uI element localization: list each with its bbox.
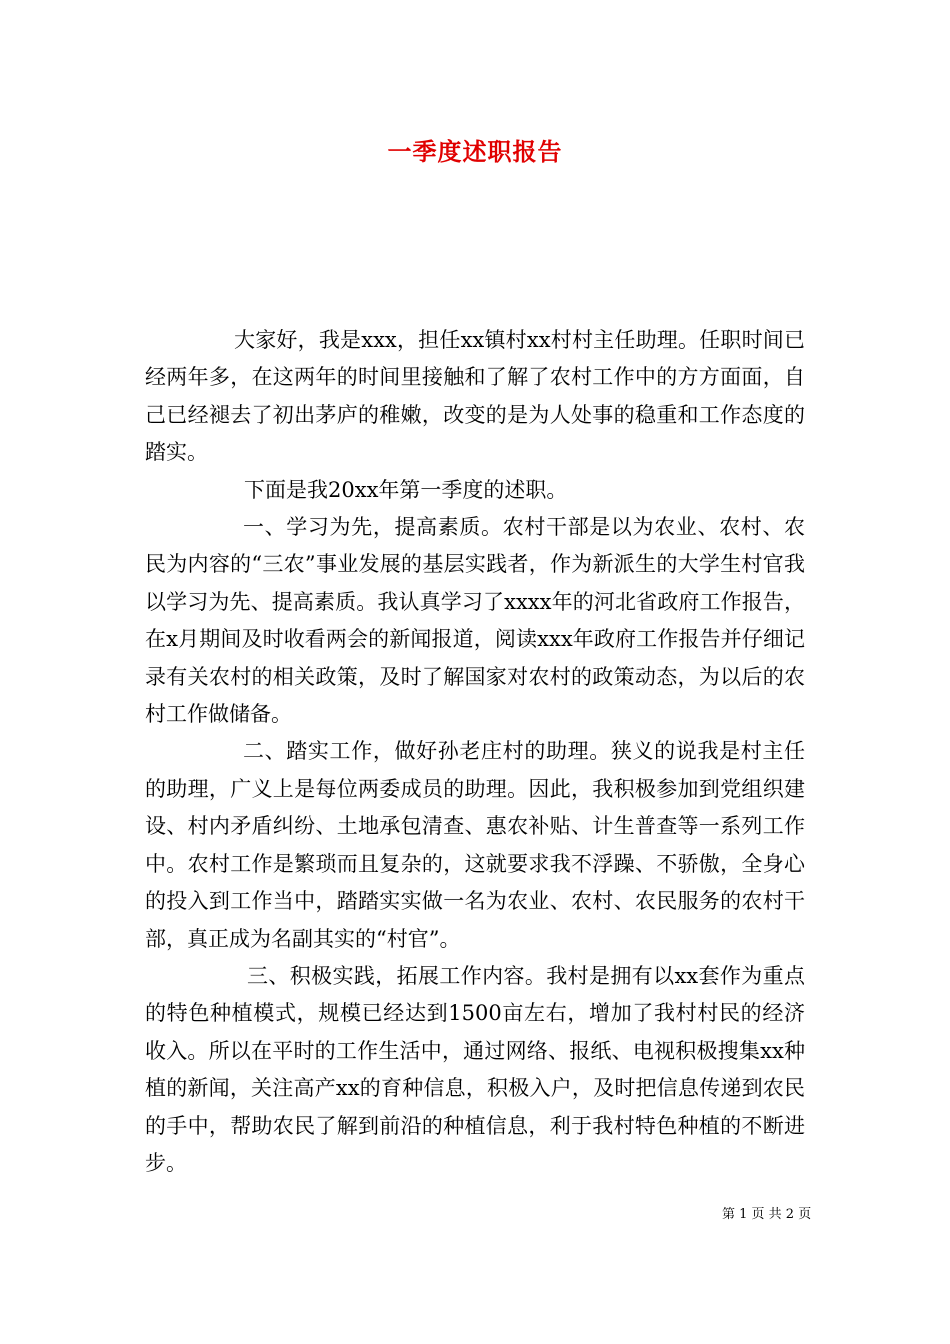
paragraph-section-3: 三、积极实践，拓展工作内容。我村是拥有以xx套作为重点的特色种植模式，规模已经达到1500亩左右，增加了我村村民的经济收入。所以在平时的工作生活中，通过网络、报纸、电视积极搜集xx种植的新闻，关注高产xx的育种信息，积极入户，及时把信息传递到农民的手中，帮助农民了解到前沿的种植信息，利于我村特色种植的不断进步。	[145, 963, 805, 1175]
paragraph-section-2: 二、踏实工作，做好孙老庄村的助理。狭义的说我是村主任的助理，广义上是每位两委成员的助理。因此，我积极参加到党组织建设、村内矛盾纠纷、土地承包清查、惠农补贴、计生普查等一系列工作中。农村工作是繁琐而且复杂的，这就要求我不浮躁、不骄傲，全身心的投入到工作当中，踏踏实实做一名为农业、农村、农民服务的农村干部，真正成为名副其实的“村官”。	[145, 739, 805, 951]
document-body	[145, 322, 805, 1182]
paragraph-overview: 下面是我20xx年第一季度的述职。	[244, 477, 568, 502]
paragraph-intro: 大家好，我是xxx，担任xx镇村xx村村主任助理。任职时间已经两年多，在这两年的时间里接触和了解了农村工作中的方方面面，自己已经褪去了初出茅庐的稚嫩，改变的是为人处事的稳重和工作态度的踏实。	[145, 328, 805, 465]
page-footer: 第 1 页 共 2 页	[722, 1207, 812, 1222]
document-title: 一季度述职报告	[387, 137, 563, 166]
paragraph-section-1: 一、学习为先，提高素质。农村干部是以为农业、农村、农民为内容的“三农”事业发展的基层实践者，作为新派生的大学生村官我以学习为先、提高素质。我认真学习了xxxx年的河北省政府工作报告，在x月期间及时收看两会的新闻报道，阅读xxx年政府工作报告并仔细记录有关农村的相关政策，及时了解国家对农村的政策动态，为以后的农村工作做储备。	[145, 515, 805, 727]
